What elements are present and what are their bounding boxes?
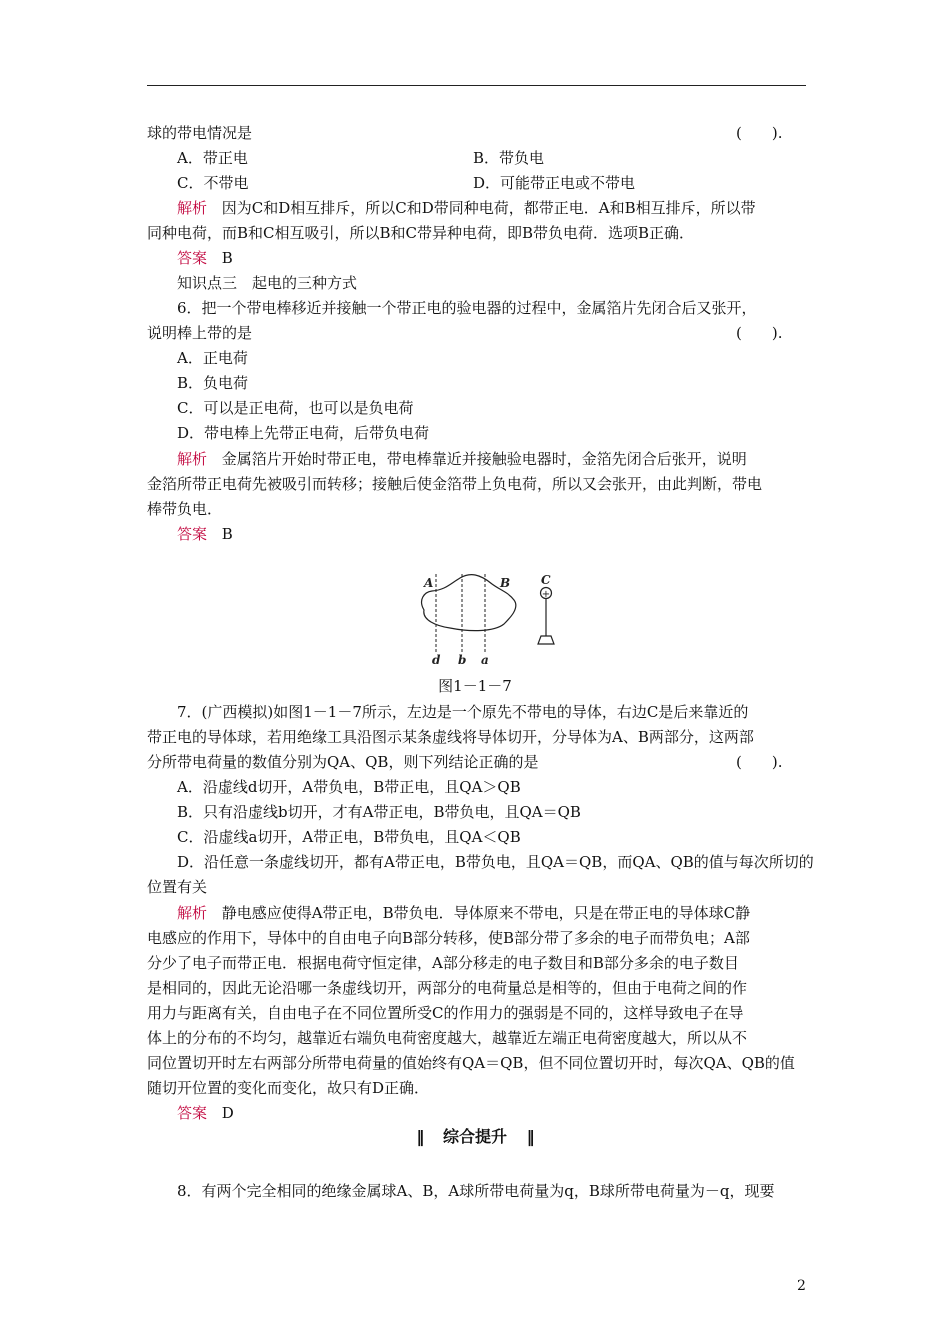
q7-analysis-line-3: 分少了电子而带正电．根据电荷守恒定律，A部分移走的电子数目和B部分多余的电子数目 <box>147 954 739 972</box>
q6-option-d: D．带电棒上先带正电荷，后带负电荷 <box>177 424 430 442</box>
q5-answer-line <box>177 248 233 268</box>
q7-option-a: A．沿虚线d切开，A带负电，B带正电，且QA＞QB <box>177 778 521 796</box>
q6-answer-label: 答案 <box>177 525 208 543</box>
figure-conductor-diagram <box>410 570 570 670</box>
q7-analysis-line-7: 同位置切开时左右两部分所带电荷量的值始终有QA＝QB，但不同位置切开时，每次QA、QB的值 <box>147 1054 795 1072</box>
q8-stem-line-1: 8．有两个完全相同的绝缘金属球A、B，A球所带电荷量为q，B球所带电荷量为－q，现要 <box>177 1182 775 1200</box>
q5-analysis-text-1: 因为C和D相互排斥，所以C和D带同种电荷，都带正电．A和B相互排斥，所以带 <box>221 199 756 217</box>
q5-paren: ( ). <box>736 124 783 142</box>
q5-option-d: D．可能带正电或不带电 <box>473 174 636 192</box>
heading-bar-right: ‖ <box>526 1127 534 1146</box>
q5-analysis-label: 解析 <box>177 199 208 217</box>
q7-option-d-line-1: D．沿任意一条虚线切开，都有A带正电，B带负电，且QA＝QB，而QA、QB的值与每次所切的 <box>177 853 814 871</box>
q5-answer-label: 答案 <box>177 249 208 267</box>
q7-option-d-line-2: 位置有关 <box>147 878 208 896</box>
q6-stem-line-2: 说明棒上带的是 <box>147 324 253 342</box>
q5-stem-tail: 球的带电情况是 <box>147 124 253 142</box>
q5-option-c: C．不带电 <box>177 174 249 192</box>
q6-stem-line-1: 6．把一个带电棒移近并接触一个带正电的验电器的过程中，金属箔片先闭合后又张开， <box>177 299 757 317</box>
q7-answer: D <box>221 1104 234 1122</box>
q5-option-a: A．带正电 <box>177 149 248 167</box>
heading-bar-left: ‖ <box>416 1127 424 1146</box>
figure-label-B: B <box>500 576 511 590</box>
q7-analysis-line-5: 用力与距离有关，自由电子在不同位置所受C的作用力的强弱是不同的，这样导致电子在导 <box>147 1004 744 1022</box>
figure-label-C: C <box>541 573 551 587</box>
figure-label-a: a <box>481 653 489 667</box>
q6-analysis-text-1: 金属箔片开始时带正电，带电棒靠近并接触验电器时，金箔先闭合后张开，说明 <box>221 450 747 468</box>
q7-analysis-line-8: 随切开位置的变化而变化，故只有D正确． <box>147 1079 430 1097</box>
q5-analysis-line-1 <box>177 198 756 218</box>
figure-label-A: A <box>424 576 434 590</box>
q5-analysis-line-2: 同种电荷，而B和C相互吸引，所以B和C带异种电荷，即B带负电荷．选项B正确． <box>147 224 695 242</box>
figure-caption: 图1－1－7 <box>438 677 512 695</box>
ball-stand-base <box>538 636 554 644</box>
q7-option-b: B．只有沿虚线b切开，才有A带正电，B带负电，且QA＝QB <box>177 803 581 821</box>
q6-analysis-line-2: 金箔所带正电荷先被吸引而转移；接触后使金箔带上负电荷，所以又会张开，由此判断，带电 <box>147 475 763 493</box>
heading-title: 综合提升 <box>442 1127 507 1146</box>
q7-stem-line-1: 7．(广西模拟)如图1－1－7所示，左边是一个原先不带电的导体，右边C是后来靠近的 <box>177 703 749 721</box>
q7-analysis-label: 解析 <box>177 904 208 922</box>
q7-analysis-line-1 <box>177 903 750 923</box>
q6-analysis-line-1 <box>177 449 747 469</box>
section-heading-3: 知识点三 起电的三种方式 <box>177 274 358 292</box>
q6-analysis-line-3: 棒带负电． <box>147 500 223 518</box>
q6-analysis-label: 解析 <box>177 450 208 468</box>
q6-answer: B <box>221 525 233 543</box>
q7-analysis-line-4: 是相同的，因此无论沿哪一条虚线切开，两部分的电荷量总是相等的，但由于电荷之间的作 <box>147 979 748 997</box>
q7-stem-line-3: 分所带电荷量的数值分别为QA、QB，则下列结论正确的是 <box>147 753 539 771</box>
q7-answer-label: 答案 <box>177 1104 208 1122</box>
q6-answer-line <box>177 524 233 544</box>
q7-stem-line-2: 带正电的导体球，若用绝缘工具沿图示某条虚线将导体切开，分导体为A、B两部分，这两部 <box>147 728 754 746</box>
section-heading-comprehensive <box>0 1127 950 1147</box>
q7-analysis-text-1: 静电感应使得A带正电，B带负电．导体原来不带电，只是在带正电的导体球C静 <box>221 904 751 922</box>
q6-paren: ( ). <box>736 324 783 342</box>
q7-analysis-line-6: 体上的分布的不均匀，越靠近右端负电荷密度越大，越靠近左端正电荷密度越大，所以从不 <box>147 1029 748 1047</box>
q6-option-a: A．正电荷 <box>177 349 248 367</box>
q5-answer: B <box>221 249 233 267</box>
q6-option-c: C．可以是正电荷，也可以是负电荷 <box>177 399 414 417</box>
q7-analysis-line-2: 电感应的作用下，导体中的自由电子向B部分转移，使B部分带了多余的电子而带负电；A部 <box>147 929 750 947</box>
q6-option-b: B．负电荷 <box>177 374 249 392</box>
q7-paren: ( ). <box>736 753 783 771</box>
header-rule <box>147 85 806 86</box>
q5-option-b: B．带负电 <box>473 149 545 167</box>
q7-answer-line <box>177 1103 234 1123</box>
figure-label-d: d <box>432 653 441 667</box>
page-number: 2 <box>797 1278 806 1294</box>
figure-label-b: b <box>458 653 467 667</box>
plus-sign: + <box>541 589 551 600</box>
q7-option-c: C．沿虚线a切开，A带正电，B带负电，且QA＜QB <box>177 828 521 846</box>
